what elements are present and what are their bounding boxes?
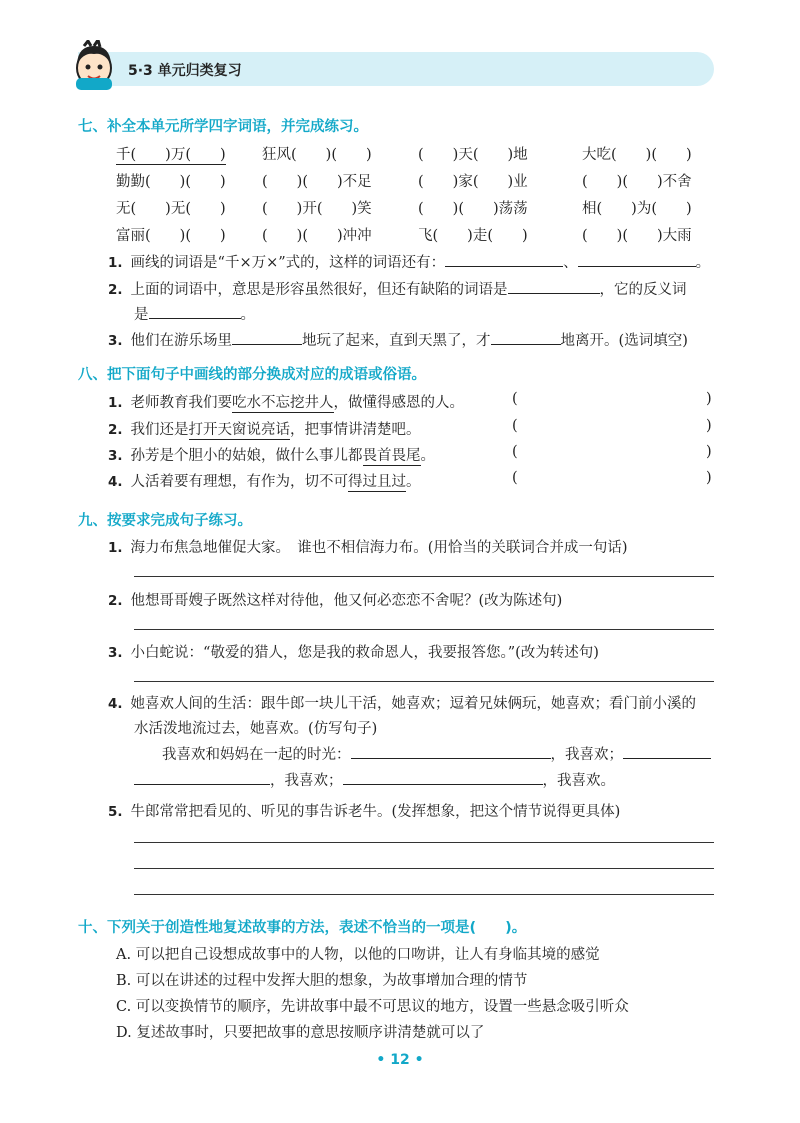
answer-blank[interactable] — [508, 279, 600, 294]
word-cell: ( )( )大雨 — [582, 228, 692, 244]
answer-paren-close: ) — [706, 418, 712, 434]
word-cell: ( )开( )笑 — [262, 201, 372, 217]
section-9-title: 九、按要求完成句子练习。 — [78, 513, 252, 529]
answer-blank[interactable] — [149, 304, 241, 319]
answer-blank[interactable] — [134, 770, 270, 785]
answer-blank[interactable] — [491, 330, 561, 345]
word-cell: 相( )为( ) — [582, 201, 692, 217]
word-cell: 勤勤( )( ) — [116, 174, 226, 190]
section-9-q1: 1. 海力布焦急地催促大家。 谁也不相信海力布。(用恰当的关联词合并成一句话) — [108, 540, 628, 556]
page-number: • 12 • — [376, 1052, 424, 1068]
section-7-q3: 3. 他们在游乐场里 地玩了起来，直到天黑了，才 地离开。(选词填空) — [108, 329, 688, 350]
cartoon-boy-icon — [70, 40, 118, 90]
section-9-q4-fill-line1: 我喜欢和妈妈在一起的时光： ，我喜欢； — [162, 743, 711, 764]
option-b[interactable]: B. 可以在讲述的过程中发挥大胆的想象，为故事增加合理的情节 — [116, 973, 528, 989]
answer-paren-open: ( — [512, 391, 518, 407]
section-9-q2: 2. 他想哥哥嫂子既然这样对待他，他又何必恋恋不舍呢？(改为陈述句) — [108, 593, 563, 609]
answer-paren-close: ) — [706, 470, 712, 486]
answer-line[interactable] — [134, 868, 714, 869]
word-cell: ( )( )不舍 — [582, 174, 692, 190]
answer-paren-close: ) — [706, 391, 712, 407]
answer-line[interactable] — [134, 894, 714, 895]
section-7-q2-cont: 是 。 — [134, 303, 255, 324]
word-cell: 狂风( )( ) — [262, 147, 372, 163]
option-c[interactable]: C. 可以变换情节的顺序，先讲故事中最不可思议的地方，设置一些悬念吸引听众 — [116, 999, 629, 1015]
section-8-item: 2. 我们还是打开天窗说亮话，把事情讲清楚吧。 — [108, 422, 421, 438]
word-cell: ( )家( )业 — [418, 174, 528, 190]
answer-line[interactable] — [134, 842, 714, 843]
answer-paren-open: ( — [512, 444, 518, 460]
section-8-item: 1. 老师教育我们要吃水不忘挖井人，做懂得感恩的人。 — [108, 395, 465, 411]
word-cell: ( )天( )地 — [418, 147, 528, 163]
section-10-title: 十、下列关于创造性地复述故事的方法，表述不恰当的一项是( )。 — [78, 920, 527, 936]
option-a[interactable]: A. 可以把自己设想成故事中的人物，以他的口吻讲，让人有身临其境的感觉 — [116, 947, 600, 963]
word-cell: ( )( )冲冲 — [262, 228, 372, 244]
section-9-q4-cont: 水活泼地流过去，她喜欢。(仿写句子) — [134, 721, 378, 737]
section-8-item: 4. 人活着要有理想，有作为，切不可得过且过。 — [108, 474, 421, 490]
answer-paren-open: ( — [512, 418, 518, 434]
section-7-title: 七、补全本单元所学四字词语，并完成练习。 — [78, 119, 368, 135]
answer-line[interactable] — [134, 576, 714, 577]
section-8-item: 3. 孙芳是个胆小的姑娘，做什么事儿都畏首畏尾。 — [108, 448, 436, 464]
answer-blank[interactable] — [578, 252, 696, 267]
option-d[interactable]: D. 复述故事时，只要把故事的意思按顺序讲清楚就可以了 — [116, 1025, 485, 1041]
section-7-q1: 1. 画线的词语是“千×万×”式的，这样的词语还有： 、 。 — [108, 251, 710, 272]
word-cell: 飞( )走( ) — [418, 228, 528, 244]
section-9-q4-fill-line2: ，我喜欢； ，我喜欢。 — [134, 769, 615, 790]
word-cell: 富丽( )( ) — [116, 228, 226, 244]
answer-paren-close: ) — [706, 444, 712, 460]
section-9-q3: 3. 小白蛇说：“敬爱的猎人，您是我的救命恩人，我要报答您。”(改为转述句) — [108, 645, 599, 661]
section-8-title: 八、把下面句子中画线的部分换成对应的成语或俗语。 — [78, 367, 426, 383]
section-9-q5: 5. 牛郎常常把看见的、听见的事告诉老牛。(发挥想象，把这个情节说得更具体) — [108, 804, 621, 820]
answer-blank[interactable] — [232, 330, 302, 345]
section-7-q2: 2. 上面的词语中，意思是形容虽然很好，但还有缺陷的词语是 ，它的反义词 — [108, 278, 687, 299]
section-9-q4: 4. 她喜欢人间的生活：跟牛郎一块儿干活，她喜欢；逗着兄妹俩玩，她喜欢；看门前小溪的 — [108, 696, 697, 712]
underlined-word: 千( )万( ) — [116, 147, 226, 163]
word-cell: ( )( )不足 — [262, 174, 372, 190]
word-cell: ( )( )荡荡 — [418, 201, 528, 217]
answer-paren-open: ( — [512, 470, 518, 486]
answer-blank[interactable] — [623, 744, 711, 759]
answer-blank[interactable] — [351, 744, 551, 759]
answer-line[interactable] — [134, 629, 714, 630]
header-title: 5·3 单元归类复习 — [128, 63, 242, 79]
word-cell: 大吃( )( ) — [582, 147, 692, 163]
word-cell: 无( )无( ) — [116, 201, 226, 217]
answer-blank[interactable] — [445, 252, 563, 267]
answer-blank[interactable] — [343, 770, 543, 785]
word-cell — [116, 143, 226, 164]
answer-line[interactable] — [134, 681, 714, 682]
